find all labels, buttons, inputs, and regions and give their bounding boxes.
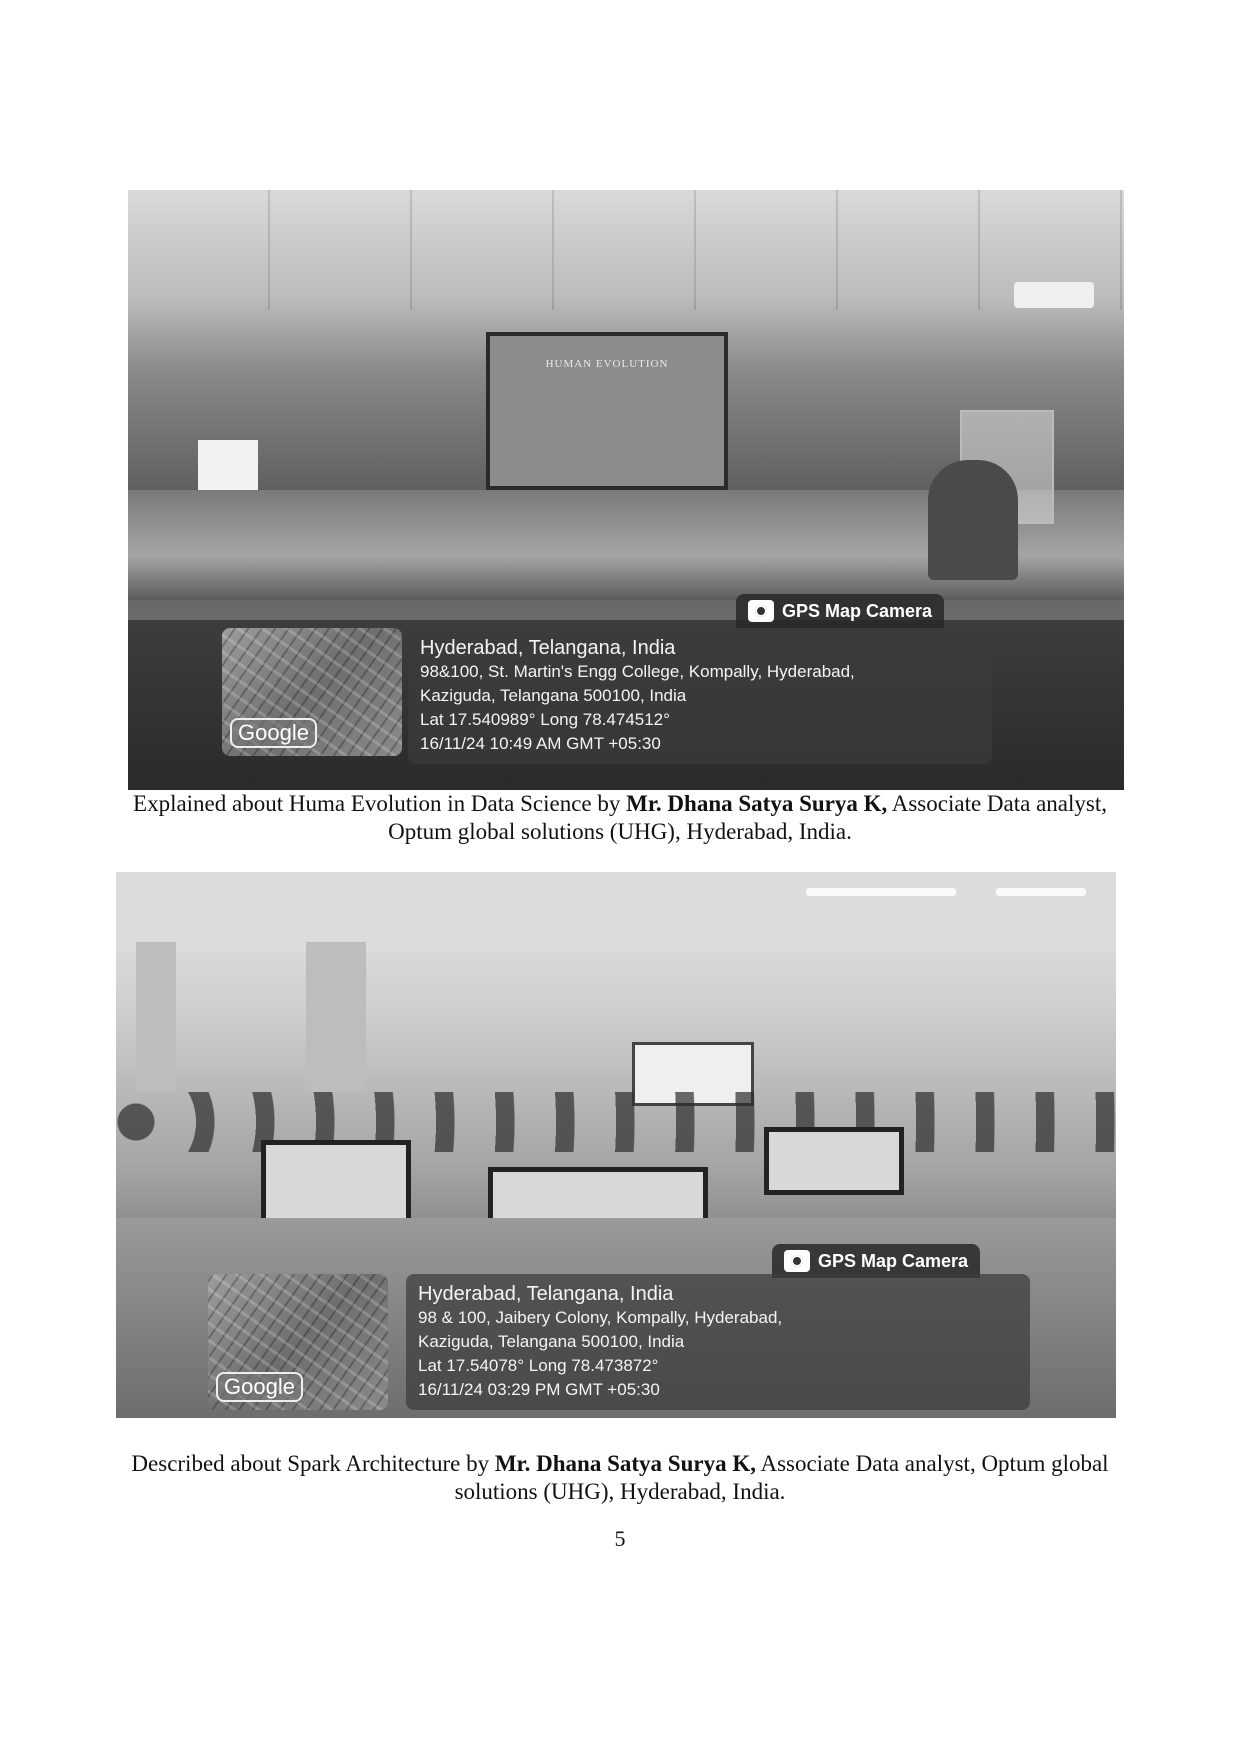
caption-2-text: Described about Spark Architecture by [131,1451,495,1476]
gps-map-thumbnail [208,1274,388,1410]
projector-screen [486,332,728,490]
caption-2-role: Associate Data analyst, Optum global [755,1451,1109,1476]
pillar [136,942,176,1092]
gps-city: Hyderabad, Telangana, India [420,637,676,659]
tube-light [996,888,1086,896]
gps-datetime: 16/11/24 10:49 AM GMT +05:30 [420,734,661,753]
gps-city: Hyderabad, Telangana, India [418,1283,674,1305]
ceiling [128,190,1124,310]
speaker-person [928,460,1018,580]
caption-1 [80,790,1160,846]
caption-2 [70,1450,1170,1506]
air-conditioner [1014,282,1094,308]
gps-badge [736,594,944,628]
monitor [764,1127,904,1195]
gps-badge-label: GPS Map Camera [818,1250,969,1271]
caption-2-line2: solutions (UHG), Hyderabad, India. [454,1479,786,1504]
gps-info-panel [406,1274,1030,1410]
caption-1-speaker: Mr. Dhana Satya Surya K, [626,791,888,816]
page-number: 5 [614,1526,626,1551]
gps-address-line1: 98 & 100, Jaibery Colony, Kompally, Hyderabad, [418,1308,783,1327]
ceiling [116,872,1116,952]
gps-datetime: 16/11/24 03:29 PM GMT +05:30 [418,1380,660,1399]
photo-computer-lab [116,872,1116,1418]
screen-title: HUMAN EVOLUTION [545,358,669,370]
gps-address-line2: Kaziguda, Telangana 500100, India [420,686,687,705]
caption-1-line2: Optum global solutions (UHG), Hyderabad, India. [388,819,852,844]
gps-badge-label: GPS Map Camera [782,600,933,621]
gps-badge [772,1244,980,1278]
gps-coordinates: Lat 17.54078° Long 78.473872° [418,1356,659,1375]
photo-seminar-hall [128,190,1124,790]
caption-2-speaker: Mr. Dhana Satya Surya K, [494,1451,756,1476]
gps-address-line2: Kaziguda, Telangana 500100, India [418,1332,685,1351]
gps-coordinates: Lat 17.540989° Long 78.474512° [420,710,670,729]
google-logo: Google [230,718,317,748]
google-logo: Google [216,1372,303,1402]
tube-light [806,888,956,896]
camera-icon [784,1250,810,1272]
caption-1-text: Explained about Huma Evolution in Data Science by [133,791,627,816]
gps-info-panel [408,628,992,764]
gps-address-line1: 98&100, St. Martin's Engg College, Kompally, Hyderabad, [420,662,855,681]
gps-map-thumbnail [222,628,402,756]
pillar [306,942,366,1092]
caption-1-role: Associate Data analyst, [887,791,1107,816]
camera-icon [748,600,774,622]
